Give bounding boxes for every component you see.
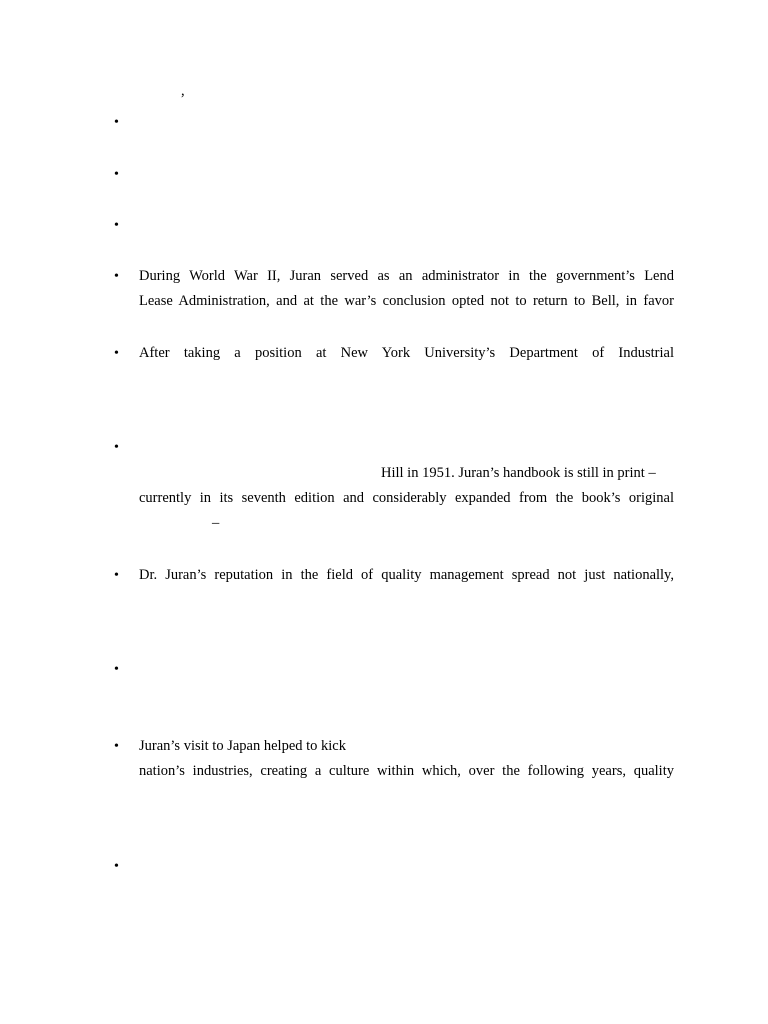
bullet-marker: • (114, 859, 119, 874)
paragraph-line: currently in its seventh edition and considerably expanded from the book’s original (139, 490, 674, 506)
bullet-marker: • (114, 269, 119, 284)
bullet-marker: • (114, 115, 119, 130)
stray-dash: – (212, 515, 220, 531)
bullet-marker: • (114, 739, 119, 754)
paragraph-line: After taking a position at New York University’s Department of Industrial (139, 345, 674, 361)
bullet-marker: • (114, 662, 119, 677)
paragraph-line: Dr. Juran’s reputation in the field of quality management spread not just nationally, (139, 567, 674, 583)
paragraph-line: nation’s industries, creating a culture within which, over the following years, quality (139, 763, 674, 779)
bullet-marker: • (114, 167, 119, 182)
paragraph-fragment: Juran’s visit to Japan helped to kick (139, 738, 346, 754)
stray-comma: , (181, 83, 185, 99)
bullet-marker: • (114, 440, 119, 455)
paragraph-line: During World War II, Juran served as an administrator in the government’s Lend (139, 268, 674, 284)
bullet-marker: • (114, 218, 119, 233)
paragraph-fragment: Hill in 1951. Juran’s handbook is still in print – (381, 465, 656, 481)
bullet-marker: • (114, 568, 119, 583)
bullet-marker: • (114, 346, 119, 361)
paragraph-line: Lease Administration, and at the war’s conclusion opted not to return to Bell, in favor (139, 293, 674, 309)
